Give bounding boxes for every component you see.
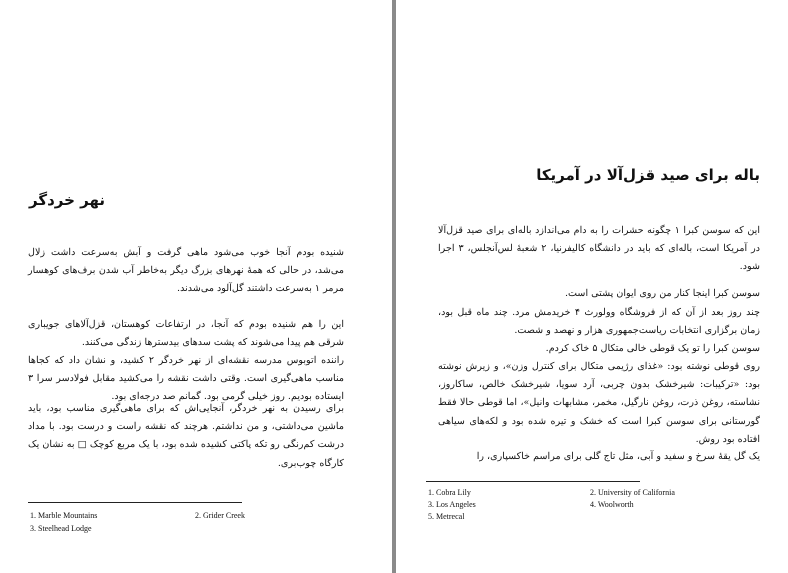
left-page [0, 0, 392, 573]
chapter-title-right: باله برای صید قزل‌آلا در آمریکا [536, 166, 760, 184]
footnote-2-left: 2. Grider Creek [195, 511, 245, 520]
chapter-title-left: نهر خردگر [29, 191, 105, 209]
right-page [396, 0, 788, 573]
footnote-rule-left [28, 502, 242, 503]
footnote-3-left: 3. Steelhead Lodge [30, 524, 92, 533]
right-paragraph-4: سوسن کبرا را تو یک قوطی خالی متکال ۵ خاک کردم. [545, 343, 760, 354]
footnote-2-right: 2. University of California [590, 488, 675, 497]
left-paragraph-2: این را هم شنیده بودم که آنجا، در ارتفاعات کوهستان، قزل‌آلاهای جویباری شرقی هم پیدا می‌شوند که پشت سدهای بیدسترها زندگی می‌کنند. [28, 319, 344, 349]
right-paragraph-6: یک گل یقهٔ سرخ و سفید و آبی، مثل تاج گلی برای مراسم خاکسپاری، را [476, 451, 760, 462]
footnote-1-left: 1. Marble Mountains [30, 511, 98, 520]
footnote-5-right: 5. Metrecal [428, 512, 465, 521]
left-paragraph-4: برای رسیدن به نهر خردگر، آنجایی‌اش که برای ماهی‌گیری مناسب بود، باید ماشین می‌داشتی، و من نداشتم. هرچند که نقشه راست و درست بود. با مداد درشت کم‌رنگی رو تکه پاکتی کشیده شده بود، با یک مربع کوچک □ به نشان یک کارگاه چوب‌بری. [28, 403, 344, 469]
footnote-3-right: 3. Los Angeles [428, 500, 476, 509]
footnote-1-right: 1. Cobra Lily [428, 488, 471, 497]
left-paragraph-3: راننده اتوبوس مدرسه نقشه‌ای از نهر خردگر ۲ کشید، و نشان داد که کجاها مناسب ماهی‌گیری است. وقتی داشت نقشه را می‌کشید مقابل فولادسر سرا ۳ ایستاده بودیم. روز خیلی گرمی بود. گمانم صد درجه‌ای بود. [28, 355, 344, 403]
footnote-rule-right [426, 481, 640, 482]
footnote-4-right: 4. Woolworth [590, 500, 634, 509]
right-paragraph-1: این که سوسن کبرا ۱ چگونه حشرات را به دام می‌اندازد باله‌ای برای صید قزل‌آلا در آمریکا است، باله‌ای که باید در دانشگاه کالیفرنیا، ۲ شعبهٔ لس‌آنجلس، ۳ اجرا شود. [438, 225, 761, 273]
left-paragraph-1: شنیده بودم آنجا خوب می‌شود ماهی گرفت و آبش به‌سرعت داشت زلال می‌شد، در حالی که همهٔ نهرهای بزرگ دیگر به‌خاطر آب شدن برف‌های کوهسار مرمر ۱ به‌سرعت داشتند گل‌آلود می‌شدند. [28, 247, 344, 295]
right-paragraph-5: روی قوطی نوشته بود: «غذای رژیمی متکال برای کنترل وزن»، و زیرش نوشته بود: «ترکیبات: شیرخشک بدون چربی، آرد سویا، شیرخشک خالص، ساکاروز، نشاسته، روغن ذرت، روغن نارگیل، مخمر، مشابهات وانیل»، اما قوطی حالا فقط گورستانی برای سوسن کبرا است که خشک و تیره شده بود و لکه‌های سیاهی افتاده بود روش. [438, 361, 760, 445]
right-paragraph-3: چند روز بعد از آن که از فروشگاه وولورث ۴ خریدمش مرد. چند ماه قبل بود، زمان برگزاری انتخابات ریاست‌جمهوری هزار و نهصد و شصت. [438, 307, 761, 337]
right-paragraph-2: سوسن کبرا اینجا کنار من روی ایوان پشتی است. [564, 288, 760, 299]
